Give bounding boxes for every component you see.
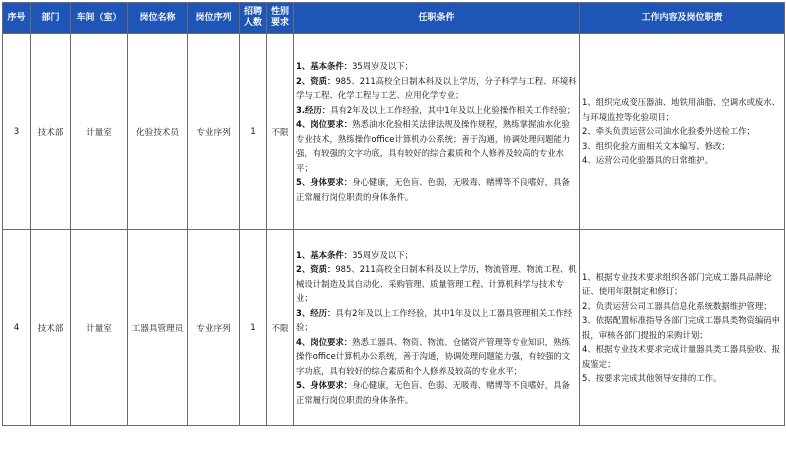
header-requirements: 任职条件 xyxy=(294,3,580,34)
requirement-text: 熟悉工器具、物资、物流、仓储资产管理等专业知识，熟练操作office计算机办公系统，善于沟通，协调处理问题能力强，有较强的文字功底，具有较好的综合素质和个人修养及较高的专业水平； xyxy=(296,336,571,376)
duty-item: 1、根据专业技术要求组织各部门完成工器具品牌论证、使用年限制定和修订； xyxy=(582,271,772,296)
requirement-text: 具有2年及以上工作经验，其中1年及以上工器具管理相关工作经验； xyxy=(296,307,573,333)
header-seq: 序号 xyxy=(3,3,31,34)
cell-dept: 技术部 xyxy=(31,230,71,426)
cell-seq: 4 xyxy=(3,230,31,426)
cell-duties xyxy=(580,230,785,426)
requirement-item xyxy=(296,248,577,263)
cell-workshop: 计量室 xyxy=(71,230,128,426)
requirement-item xyxy=(296,306,577,335)
requirement-item xyxy=(296,59,577,74)
cell-series: 专业序列 xyxy=(188,230,240,426)
header-row xyxy=(3,3,785,34)
duty-item: 3、组织化验方面相关文本编写、修改； xyxy=(582,140,730,151)
cell-gender: 不限 xyxy=(267,34,294,230)
requirement-label: 4、岗位要求： xyxy=(296,119,353,129)
header-count-line1: 招聘 xyxy=(243,7,262,17)
requirement-label: 3、经历： xyxy=(296,307,336,318)
requirement-item xyxy=(296,175,577,204)
table-row xyxy=(3,230,785,426)
duty-item: 2、牵头负责运营公司油水化验委外送检工作； xyxy=(582,126,755,137)
requirement-label: 3.经历： xyxy=(296,104,331,115)
requirement-label: 1、基本条件： xyxy=(296,61,353,71)
header-gender-line1: 性别 xyxy=(270,7,289,17)
requirement-label: 5、身体要求： xyxy=(296,380,353,391)
cell-duties xyxy=(580,34,785,230)
header-gender-line2: 要求 xyxy=(270,18,289,28)
requirement-text: 身心健康，无色盲、色弱，无吸毒、赌博等不良嗜好，具备正常履行岗位职责的身体条件。 xyxy=(296,177,570,202)
requirement-item xyxy=(296,262,577,306)
requirement-label: 1、基本条件： xyxy=(296,249,353,260)
cell-requirements xyxy=(294,230,580,426)
requirement-item xyxy=(296,117,577,175)
header-count-line2: 人数 xyxy=(243,18,262,28)
recruitment-table xyxy=(2,2,785,426)
duty-item: 4、根据专业技术要求完成计量器具类工器具验收、报废鉴定； xyxy=(582,344,780,369)
duty-item: 1、组织完成变压器油、地铁用油脂、空调水或废水、与环境监控等化验项目； xyxy=(582,97,780,122)
requirement-text: 985、211高校全日制本科及以上学历，物流管理、物流工程、机械设计制造及其自动化、采购管理、质量管理工程、计算机科学与技术专业； xyxy=(296,264,577,304)
requirement-item xyxy=(296,335,577,379)
cell-workshop: 计量室 xyxy=(71,34,128,230)
table-row xyxy=(3,34,785,230)
duty-item: 5、按要求完成其他领导安排的工作。 xyxy=(582,373,722,383)
duty-item: 2、负责运营公司工器具信息化系统数据维护管理； xyxy=(582,300,772,311)
duty-item: 3、依据配置标准指导各部门完成工器具类物资编码申报，审核各部门提报的采购计划； xyxy=(582,315,780,340)
cell-series: 专业序列 xyxy=(188,34,240,230)
requirement-item xyxy=(296,74,577,103)
requirement-label: 5、身体要求： xyxy=(296,177,353,187)
requirement-item xyxy=(296,103,577,118)
requirement-text: 熟悉油水化验相关法律法规及操作规程，熟练掌握油水化验专业技术，熟练操作office计算机办公系统；善于沟通，协调处理问题能力强，有较强的文字功底，具有较好的综合素质和个人修养及较高的专业水平； xyxy=(296,119,571,173)
header-count xyxy=(240,3,267,34)
requirement-item xyxy=(296,378,577,407)
duty-item: 4、运营公司化验器具的日常维护。 xyxy=(582,155,713,166)
cell-requirements xyxy=(294,34,580,230)
requirement-text: 985、211高校全日制本科及以上学历，分子科学与工程、环境科学与工程、化学工程与工艺、应用化学专业； xyxy=(296,75,577,100)
requirement-label: 2、资质： xyxy=(296,75,336,86)
cell-gender: 不限 xyxy=(267,230,294,426)
header-dept: 部门 xyxy=(31,3,71,34)
cell-position: 工器具管理员 xyxy=(128,230,188,426)
requirement-text: 身心健康，无色盲、色弱、无吸毒、赌博等不良嗜好，具备正常履行岗位职责的身体条件。 xyxy=(296,380,570,405)
header-duties: 工作内容及岗位职责 xyxy=(580,3,785,34)
requirement-text: 具有2年及以上工作经验，其中1年及以上化验操作相关工作经验； xyxy=(330,104,576,115)
cell-dept: 技术部 xyxy=(31,34,71,230)
cell-position: 化验技术员 xyxy=(128,34,188,230)
requirement-text: 35周岁及以下； xyxy=(352,61,413,71)
requirement-label: 2、资质： xyxy=(296,264,336,275)
cell-count: 1 xyxy=(240,34,267,230)
cell-count: 1 xyxy=(240,230,267,426)
requirement-text: 35周岁及以下； xyxy=(352,249,413,260)
requirement-label: 4、岗位要求： xyxy=(296,336,353,347)
header-series: 岗位序列 xyxy=(188,3,240,34)
header-position: 岗位名称 xyxy=(128,3,188,34)
header-workshop: 车间（室） xyxy=(71,3,128,34)
cell-seq: 3 xyxy=(3,34,31,230)
header-gender xyxy=(267,3,294,34)
